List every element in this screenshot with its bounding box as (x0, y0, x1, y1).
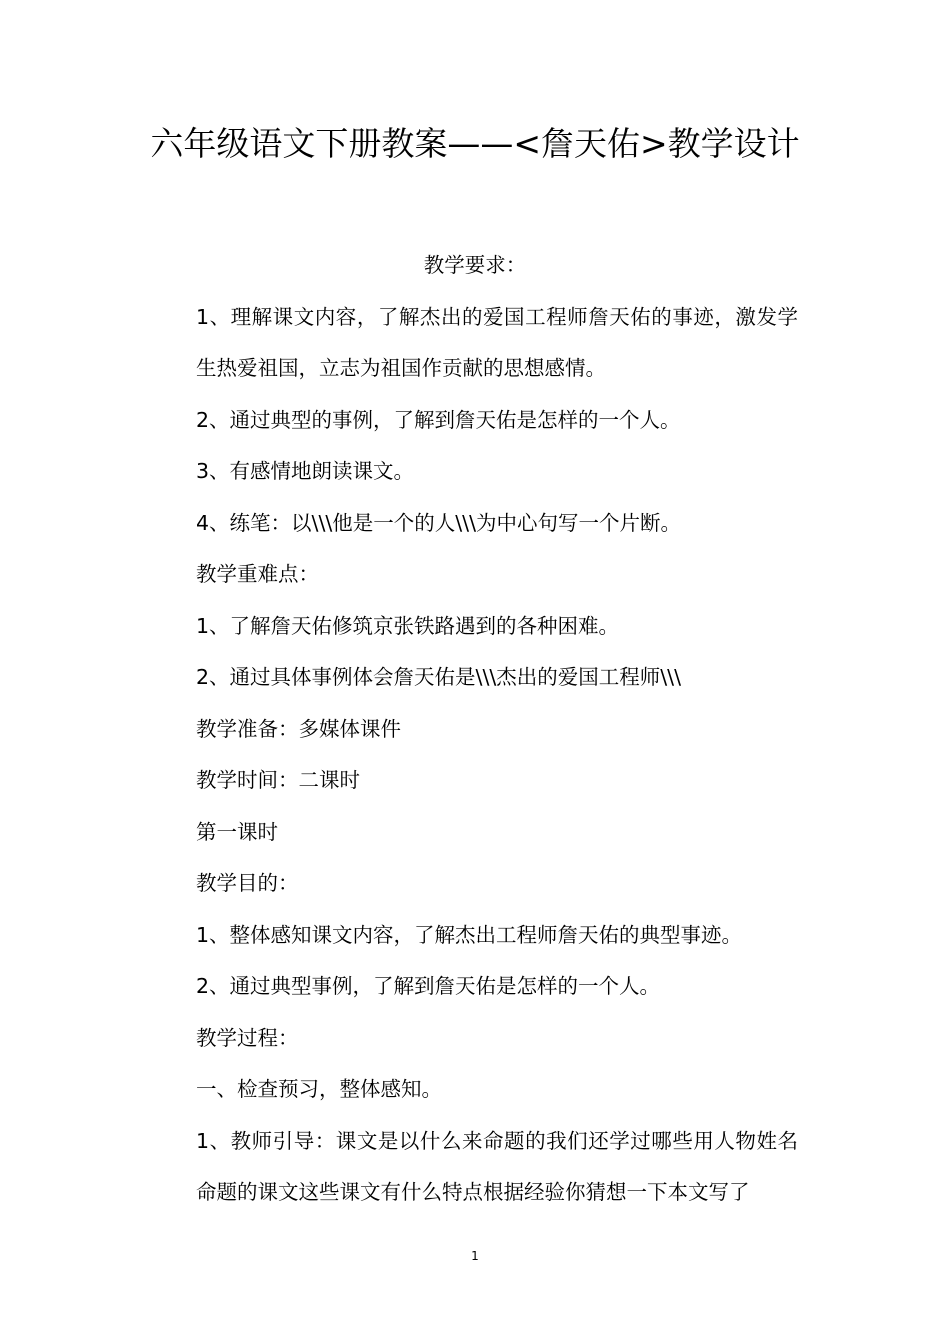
paragraph: 一、检查预习，整体感知。 (196, 1077, 442, 1101)
paragraph: 2、通过典型事例，了解到詹天佑是怎样的一个人。 (196, 974, 661, 998)
document-title: 六年级语文下册教案——<詹天佑>教学设计 (150, 124, 800, 163)
page-number: 1 (471, 1249, 479, 1263)
section-heading-requirements: 教学要求： (423, 253, 527, 277)
document-body (152, 240, 798, 1219)
paragraph: 3、有感情地朗读课文。 (196, 459, 415, 483)
section-heading-process: 教学过程： (196, 1025, 299, 1050)
paragraph: 4、练笔：以\\\他是一个的人\\\为中心句写一个片断。 (196, 510, 681, 535)
section-heading-key-points: 教学重难点： (196, 562, 319, 586)
paragraph: 1、整体感知课文内容，了解杰出工程师詹天佑的典型事迹。 (196, 922, 743, 947)
paragraph: 1、理解课文内容，了解杰出的爱国工程师詹天佑的事迹，激发学生热爱祖国，立志为祖国作贡献的思想感情。 (196, 304, 798, 380)
paragraph: 2、通过典型的事例，了解到詹天佑是怎样的一个人。 (196, 407, 681, 432)
section-heading-objectives: 教学目的： (196, 871, 299, 895)
paragraph: 教学时间：二课时 (196, 768, 360, 792)
paragraph: 教学准备：多媒体课件 (196, 716, 401, 741)
paragraph: 1、教师引导：课文是以什么来命题的我们还学过哪些用人物姓名命题的课文这些课文有什么特点根据经验你猜想一下本文写了 (196, 1128, 798, 1204)
paragraph: 1、了解詹天佑修筑京张铁路遇到的各种困难。 (196, 613, 620, 638)
paragraph: 2、通过具体事例体会詹天佑是\\\杰出的爱国工程师\\\ (196, 665, 681, 689)
section-heading-first-lesson: 第一课时 (196, 819, 278, 844)
